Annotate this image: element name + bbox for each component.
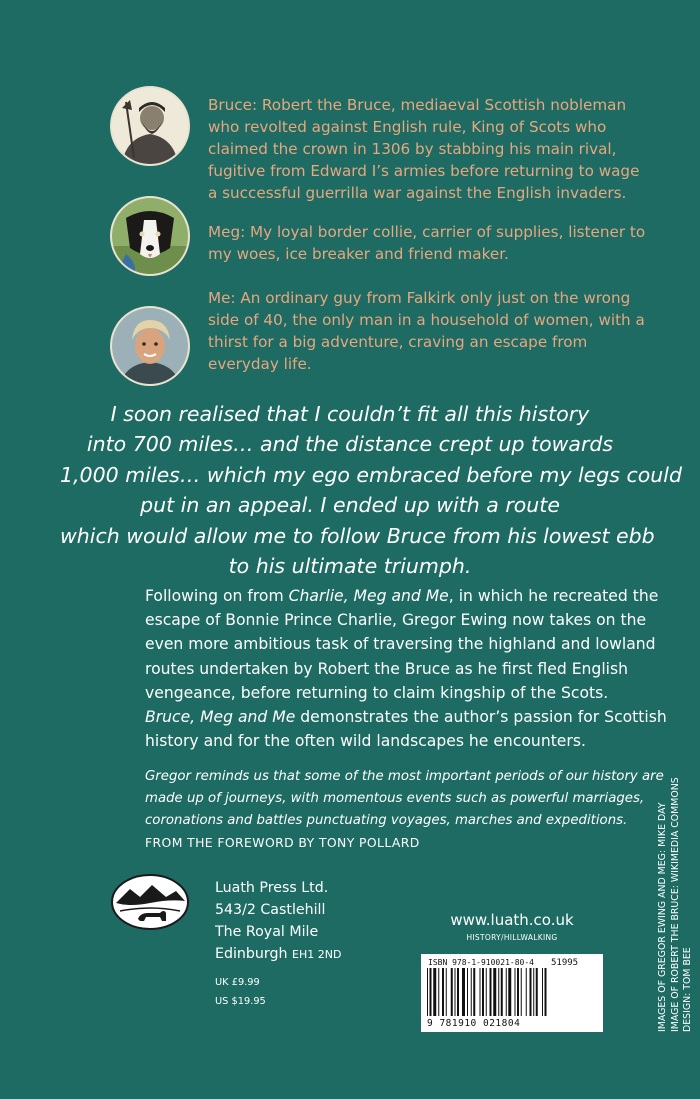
prices: [215, 973, 266, 1011]
quote-line: into 700 miles… and the distance crept up towards: [86, 432, 614, 457]
barcode-bar: [515, 968, 516, 1016]
address-line: 543/2 Castlehill: [215, 902, 326, 918]
barcode-bar: [433, 968, 436, 1016]
credit-line: IMAGE OF ROBERT THE BRUCE: WIKIMEDIA COMMONS: [669, 777, 681, 1032]
foreword-attribution: FROM THE FOREWORD BY TONY POLLARD: [145, 835, 420, 850]
quote-line: which would allow me to follow Bruce from his lowest ebb: [60, 523, 655, 548]
barcode-bar: [545, 968, 547, 1016]
foreword-quote: [145, 766, 685, 854]
image-credits: [657, 777, 695, 1032]
description-line: even more ambitious task of traversing the highland and lowland: [145, 635, 656, 654]
barcode-bar: [501, 968, 503, 1016]
author-description: Me: An ordinary guy from Falkirk only just on the wrong side of 40, the only man in a household of women, with a thirst for a big adventure, craving an escape from everyday life.: [208, 289, 645, 373]
barcode-bar: [446, 968, 447, 1016]
description-line: vengeance, before returning to claim kingship of the Scots.: [145, 683, 609, 702]
author-portrait: [110, 306, 190, 386]
barcode-bar: [536, 968, 538, 1016]
barcode-bar: [438, 968, 439, 1016]
meg-portrait: [110, 196, 190, 276]
barcode-bars: [427, 968, 597, 1018]
isbn-label: ISBN 978-1-910021-80-4: [428, 958, 534, 967]
quote-line: to his ultimate triumph.: [228, 554, 472, 579]
credit-line: DESIGN: TOM BEE: [682, 947, 693, 1032]
barcode-bar: [457, 968, 459, 1016]
barcode-bar: [530, 968, 532, 1016]
barcode-bar: [493, 968, 496, 1016]
meg-description: Meg: My loyal border collie, carrier of supplies, listener to my woes, ice breaker and friend maker.: [208, 223, 646, 263]
price-us: US $19.95: [215, 996, 266, 1007]
barcode-bar: [462, 968, 465, 1016]
barcode-bar: [473, 968, 475, 1016]
barcode-bar: [517, 968, 519, 1016]
quote-line: put in an appeal. I ended up with a route: [140, 493, 560, 518]
barcode-bar: [427, 968, 428, 1016]
foreword-line: made up of journeys, with momentous events such as powerful marriages,: [145, 791, 645, 806]
barcode-bar: [467, 968, 468, 1016]
barcode-bar: [442, 968, 444, 1016]
barcode-bar: [526, 968, 527, 1016]
barcode-bar: [508, 968, 511, 1016]
publisher-name: Luath Press Ltd.: [215, 880, 329, 896]
barcode-bar: [533, 968, 534, 1016]
barcode-bar: [482, 968, 484, 1016]
book-description: [145, 584, 685, 753]
title-reference: Bruce, Meg and Me: [145, 708, 296, 727]
price-code: 51995: [551, 958, 579, 968]
description-line: escape of Bonnie Prince Charlie, Gregor Ewing now takes on the: [145, 611, 647, 630]
barcode-block: [421, 908, 603, 1032]
address-line: The Royal Mile: [215, 924, 319, 940]
address-line: Edinburgh EH1 2ND: [215, 946, 342, 962]
barcode-bar: [430, 968, 432, 1016]
genre-label: HISTORY/HILLWALKING: [466, 933, 558, 942]
barcode-bar: [486, 968, 487, 1016]
barcode-header: [421, 908, 603, 954]
foreword-line: Gregor reminds us that some of the most important periods of our history are: [145, 769, 664, 784]
ean-digits: 9 781910 021804: [427, 1018, 521, 1029]
barcode-bar: [471, 968, 472, 1016]
description-line: Following on from Charlie, Meg and Me, in which he recreated the: [145, 587, 659, 605]
barcode-bar: [542, 968, 543, 1016]
barcode-bar: [521, 968, 522, 1016]
price-uk: UK £9.99: [215, 977, 260, 988]
barcode-bar: [455, 968, 456, 1016]
quote-line: 1,000 miles… which my ego embraced before my legs could: [60, 462, 682, 487]
bruce-description: Bruce: Robert the Bruce, mediaeval Scottish nobleman who revolted against English rule, King of Scots who claimed the crown in 1306 by stabbing his main rival, fugitive from Edward I’s armies before returning to wage a successful guerrilla war against the English invaders.: [208, 96, 640, 202]
publisher-address: [215, 877, 341, 966]
postcode: EH1 2ND: [292, 948, 342, 961]
pull-quote: [60, 399, 682, 581]
barcode-bar: [480, 968, 481, 1016]
bruce-portrait: [110, 86, 190, 166]
barcode-bar: [498, 968, 499, 1016]
credit-line: IMAGES OF GREGOR EWING AND MEG: MIKE DAY: [657, 802, 668, 1032]
title-reference: Charlie, Meg and Me: [288, 587, 449, 605]
description-line: routes undertaken by Robert the Bruce as he first fled English: [145, 659, 629, 678]
quote-line: I soon realised that I couldn’t fit all this history: [110, 402, 590, 426]
website-url: www.luath.co.uk: [450, 911, 574, 929]
publisher-logo: [110, 873, 190, 931]
description-line: Bruce, Meg and Me demonstrates the author’s passion for Scottish: [145, 708, 667, 727]
barcode-bar: [451, 968, 453, 1016]
description-line: history and for the often wild landscapes he encounters.: [145, 732, 586, 751]
barcode-bar: [490, 968, 492, 1016]
barcode-bar: [506, 968, 507, 1016]
foreword-line: coronations and battles punctuating voyages, marches and expeditions.: [145, 813, 628, 828]
